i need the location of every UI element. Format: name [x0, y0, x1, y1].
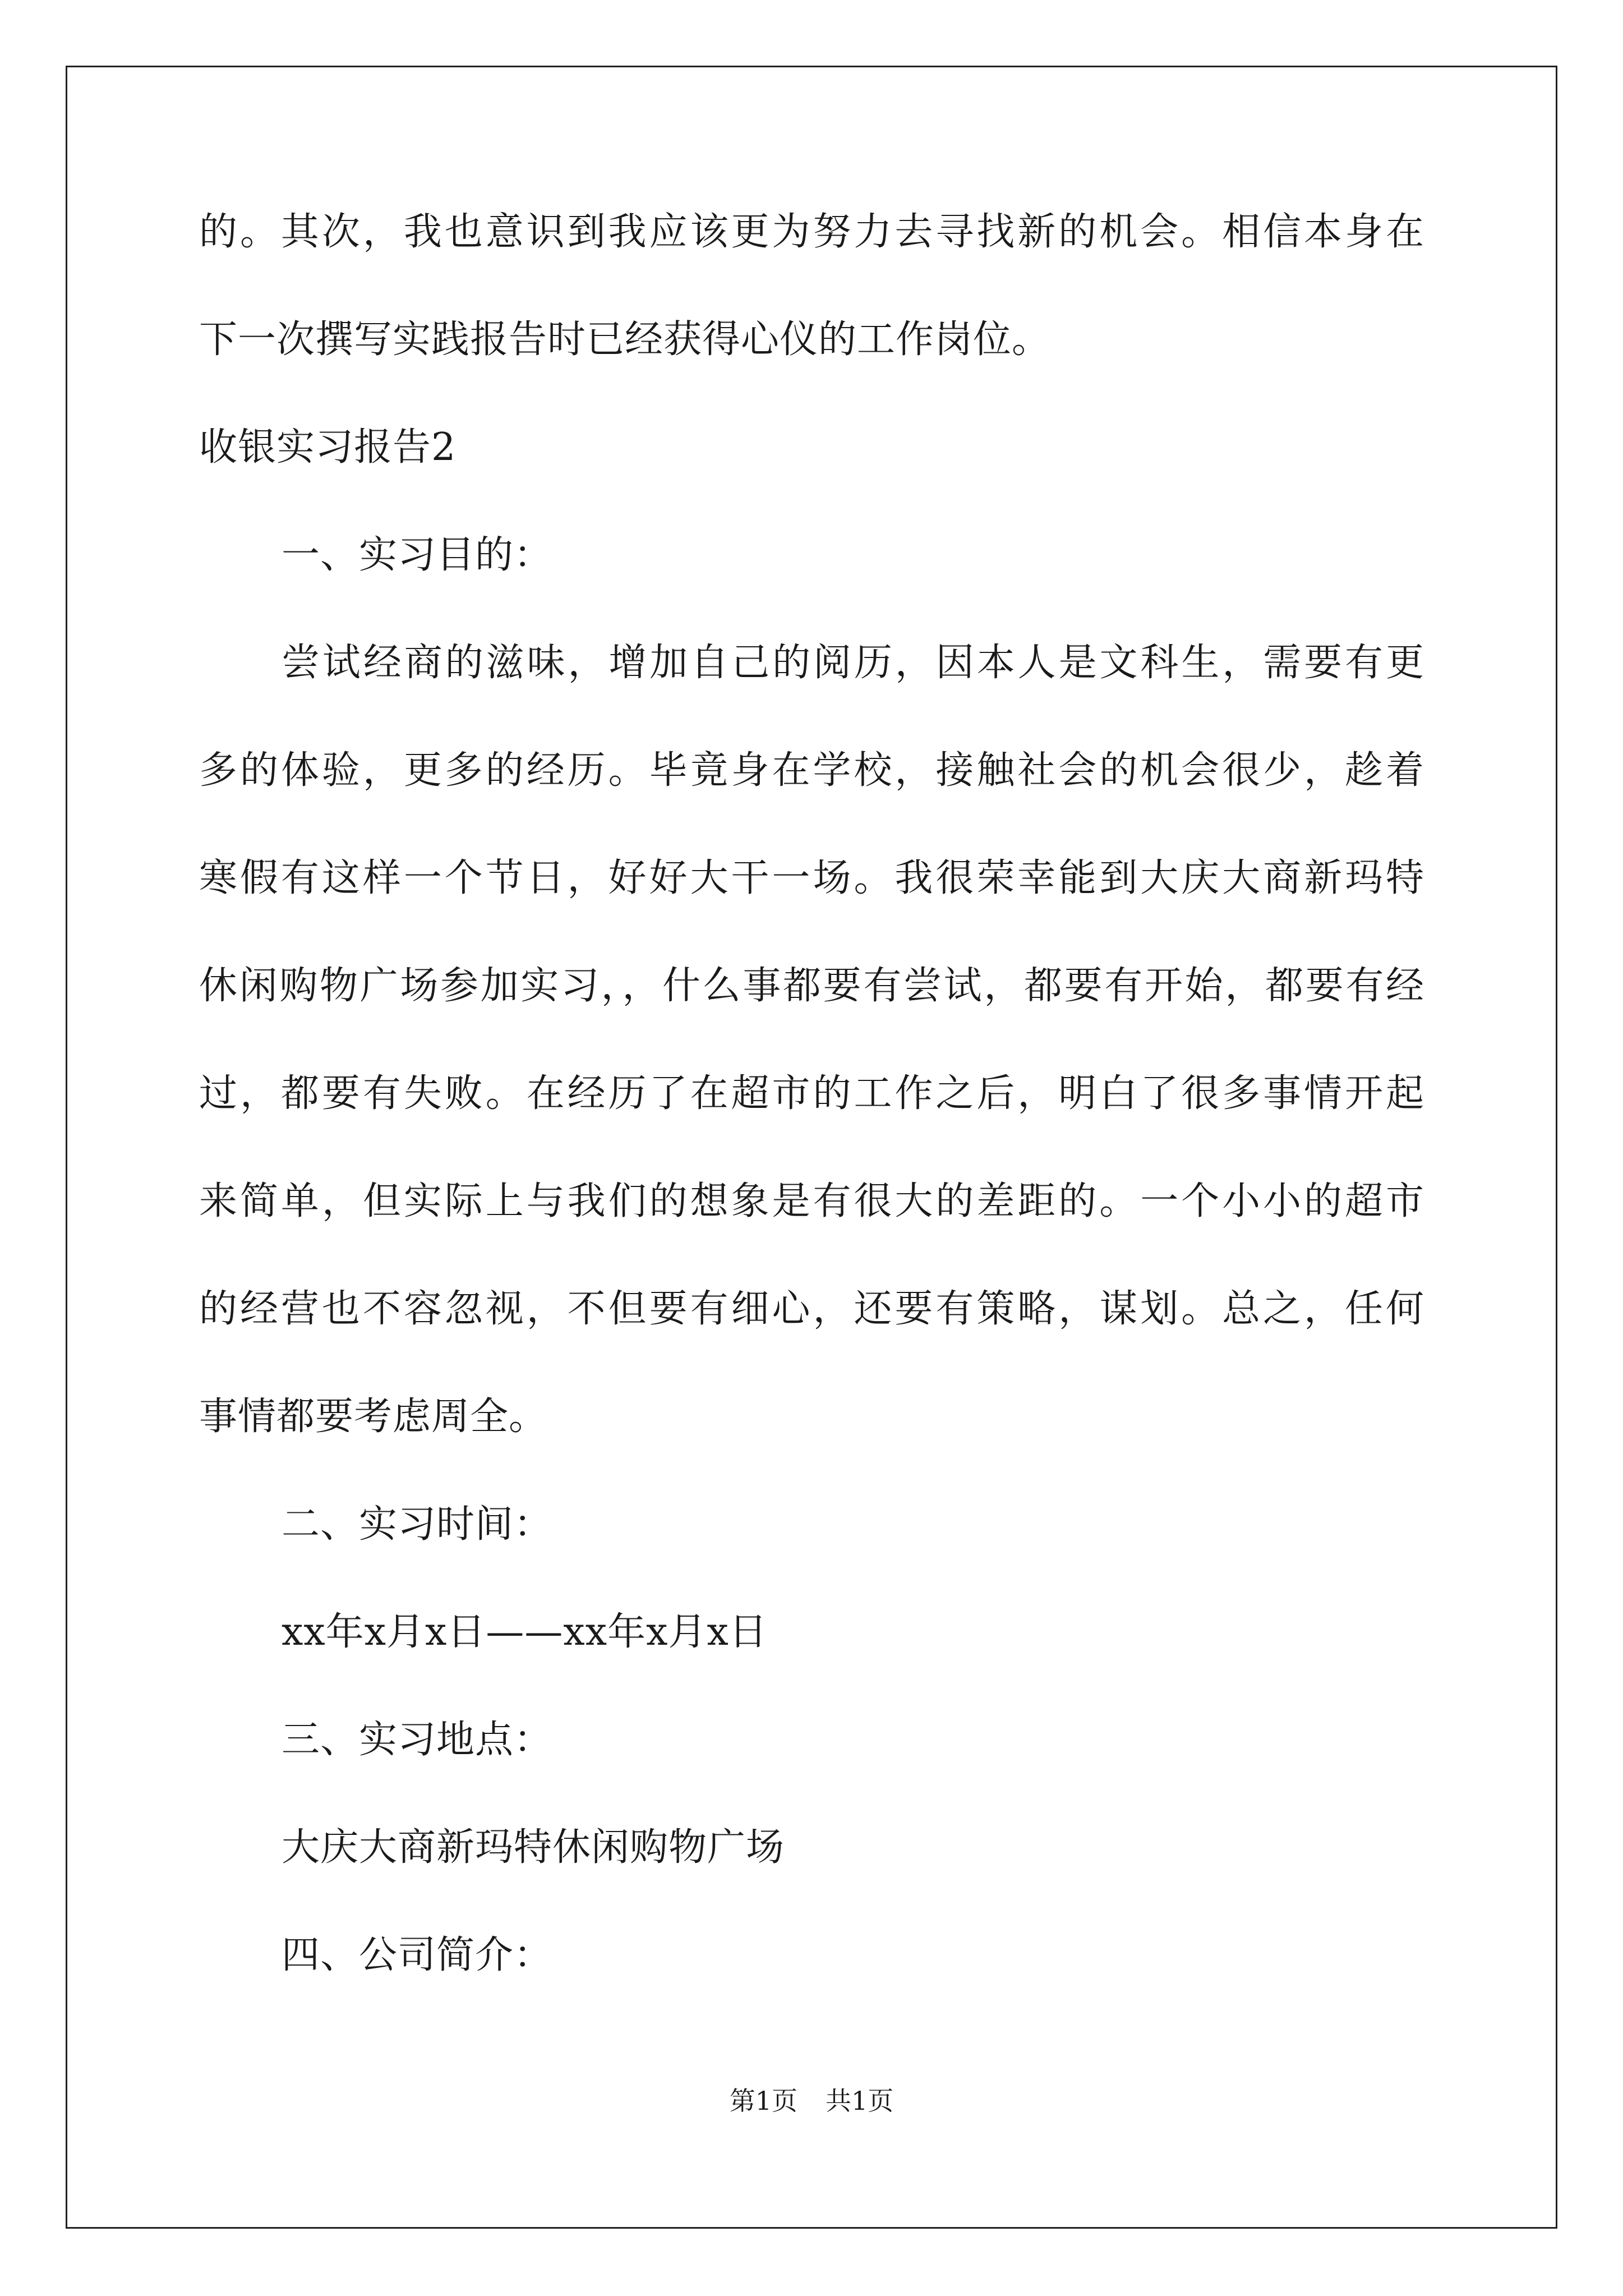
heading-purpose: 一、实习目的： — [282, 533, 553, 577]
heading-company: 四、公司简介： — [282, 1933, 553, 1977]
paragraph-line: 多的体验，更多的经历。毕竟身在学校，接触社会的机会很少，趁着 — [199, 748, 1424, 793]
date-range: xx年x月x日——xx年x月x日 — [282, 1610, 768, 1654]
paragraph-line: 来简单，但实际上与我们的想象是有很大的差距的。一个小小的超市 — [199, 1179, 1424, 1223]
paragraph-line: 下一次撰写实践报告时已经获得心仪的工作岗位。 — [199, 318, 1051, 362]
page-total: 共1页 — [826, 2086, 894, 2116]
heading-location: 三、实习地点： — [282, 1718, 553, 1762]
paragraph-line: 事情都要考虑周全。 — [199, 1395, 548, 1439]
document-body — [199, 210, 1424, 2044]
page-footer — [0, 2088, 1623, 2114]
location-text: 大庆大商新玛特休闲购物广场 — [282, 1825, 785, 1870]
paragraph-line: 尝试经商的滋味，增加自己的阅历，因本人是文科生，需要有更 — [282, 641, 1424, 685]
paragraph-line: 休闲购物广场参加实习，，什么事都要有尝试，都要有开始，都要有经 — [199, 964, 1424, 1008]
paragraph-line: 寒假有这样一个节日，好好大干一场。我很荣幸能到大庆大商新玛特 — [199, 856, 1424, 900]
page-number: 第1页 — [729, 2086, 797, 2116]
section-title: 收银实习报告2 — [199, 425, 457, 470]
paragraph-line: 的。其次，我也意识到我应该更为努力去寻找新的机会。相信本身在 — [199, 210, 1424, 254]
paragraph-line: 的经营也不容忽视，不但要有细心，还要有策略，谋划。总之，任何 — [199, 1287, 1424, 1331]
paragraph-line: 过，都要有失败。在经历了在超市的工作之后，明白了很多事情开起 — [199, 1071, 1424, 1116]
heading-time: 二、实习时间： — [282, 1502, 553, 1547]
